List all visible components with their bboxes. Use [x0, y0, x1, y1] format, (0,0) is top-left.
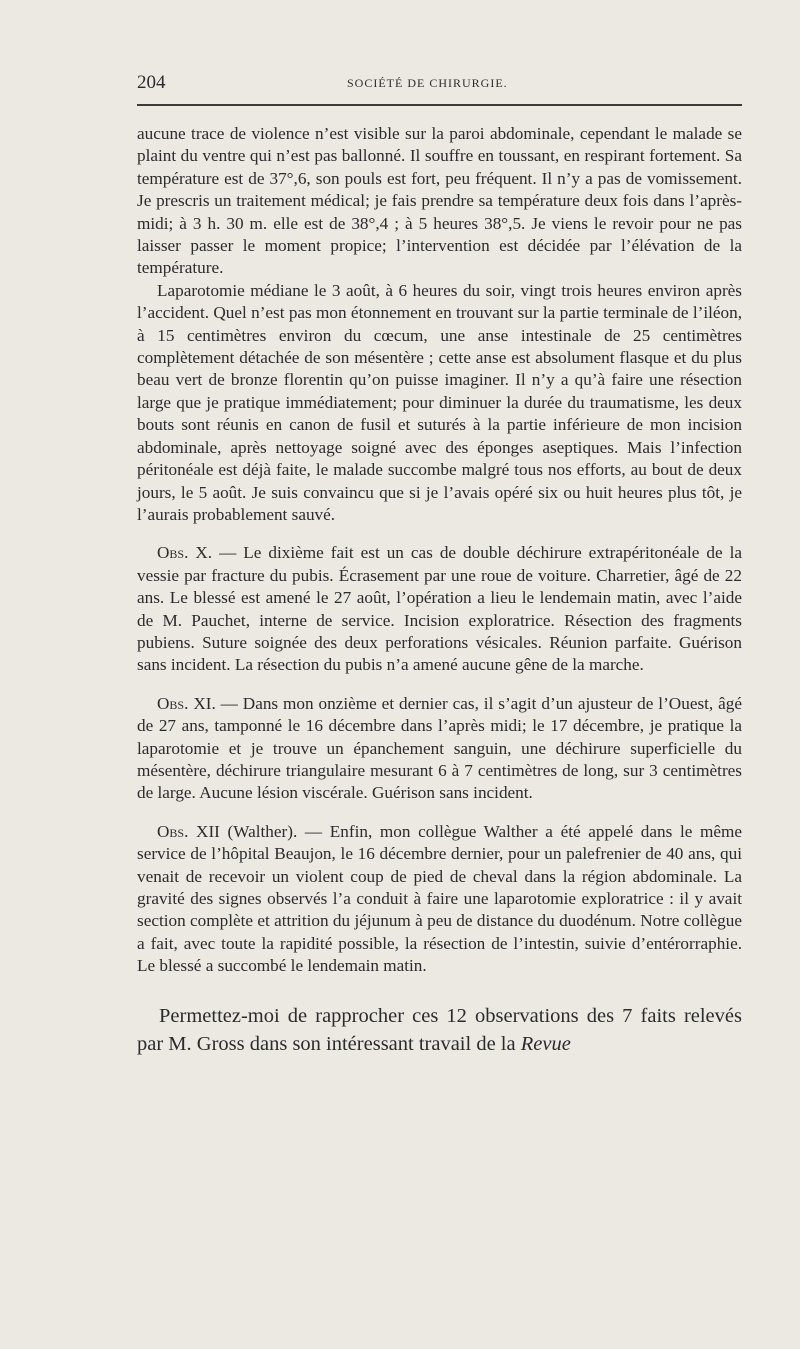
closing-text: Permettez-moi de rapprocher ces 12 observations des 7 faits relevés par M. Gross dans son intéressant travail de la: [137, 1004, 742, 1055]
obs-12-text: (Walther). — Enfin, mon collègue Walther a été appelé dans le même service de l’hôpital Beaujon, le 16 décembre dernier, pour un palefrenier de 40 ans, qui venait de recevoir un violent coup de pied de cheval dans la région abdominale. La gravité des signes observés l’a conduit à faire une laparotomie exploratrice : il y avait section complète et attrition du jéjunum à peu de distance du duodénum. Notre collègue a fait, avec toute la rapidité possible, la résection de l’intestin, suivie d’entérorraphie. Le blessé a succombé le lendemain matin.: [137, 821, 742, 976]
obs-10-text: — Le dixième fait est un cas de double déchirure extrapéritonéale de la vessie par fracture du pubis. Écrasement par une roue de voiture. Charretier, âgé de 22 ans. Le blessé est amené le 27 août, l’opération a lieu le lendemain matin, avec l’aide de M. Pauchet, interne de service. Incision exploratrice. Résection des fragments pubiens. Suture soignée des deux perforations vésicales. Réunion parfaite. Guérison sans incident. La résection du pubis n’a amené aucune gêne de la marche.: [137, 543, 742, 675]
spacer: [137, 677, 742, 693]
paragraph-obs-11: [137, 693, 742, 805]
paragraph-obs-10: [137, 542, 742, 676]
body-text: [137, 123, 742, 1058]
closing-italic: Revue: [520, 1032, 571, 1055]
header-rule: [137, 104, 742, 106]
spacer: [137, 978, 742, 1002]
obs-11-label: Obs. XI.: [157, 693, 216, 713]
spacer: [137, 526, 742, 542]
paragraph-laparotomy: Laparotomie médiane le 3 août, à 6 heures du soir, vingt trois heures environ après l’accident. Quel n’est pas mon étonnement en trouvant sur la partie terminale de l’iléon, à 15 centimètres environ du cœcum, une anse intestinale de 25 centimètres complètement détachée de son mésentère ; cette anse est absolument flasque et du plus beau vert de bronze florentin qu’on puisse imaginer. Il n’y a qu’à faire une résection large que je pratique immédiatement; pour diminuer la durée du traumatisme, les deux bouts sont réunis en canon de fusil et suturés à la partie inférieure de mon incision abdominale, après nettoyage soigné avec des éponges aseptiques. Mais l’infection péritonéale est déjà faite, le malade succombe malgré tous nos efforts, au bout de deux jours, le 5 août. Je suis convaincu que si je l’avais opéré six ou huit heures plus tôt, je l’aurais probablement sauvé.: [137, 280, 742, 524]
page-header: [137, 72, 742, 100]
obs-11-text: — Dans mon onzième et dernier cas, il s’agit d’un ajusteur de l’Ouest, âgé de 27 ans, tamponné le 16 décembre dans l’après midi; le 17 décembre, je pratique la laparotomie et je trouve un épanchement sanguin, une déchirure superficielle du mésentère, déchirure triangulaire mesurant 6 à 7 centimètres de long, sur 3 centimètres de large. Aucune lésion viscérale. Guérison sans incident.: [137, 693, 742, 803]
obs-12-label: Obs. XII: [157, 821, 220, 841]
running-head: SOCIÉTÉ DE CHIRURGIE.: [347, 76, 508, 90]
paragraph-case-continuation: aucune trace de violence n’est visible sur la paroi abdominale, cependant le malade se plaint du ventre qui n’est pas ballonné. Il souffre en toussant, en respirant fortement. Sa température est de 37°,6, son pouls est fort, peu fréquent. Il n’y a pas de vomissement. Je prescris un traitement médical; je fais prendre sa température deux fois dans l’après-midi; à 3 h. 30 m. elle est de 38°,4 ; à 5 heures 38°,5. Je viens le revoir pour ne pas laisser passer le moment propice; l’intervention est décidée par l’élévation de la température.: [137, 124, 742, 278]
obs-10-label: Obs. X.: [157, 543, 213, 563]
spacer: [137, 805, 742, 821]
paragraph-obs-12: [137, 821, 742, 978]
page-number: 204: [137, 72, 166, 93]
paragraph-closing: [137, 1002, 742, 1058]
